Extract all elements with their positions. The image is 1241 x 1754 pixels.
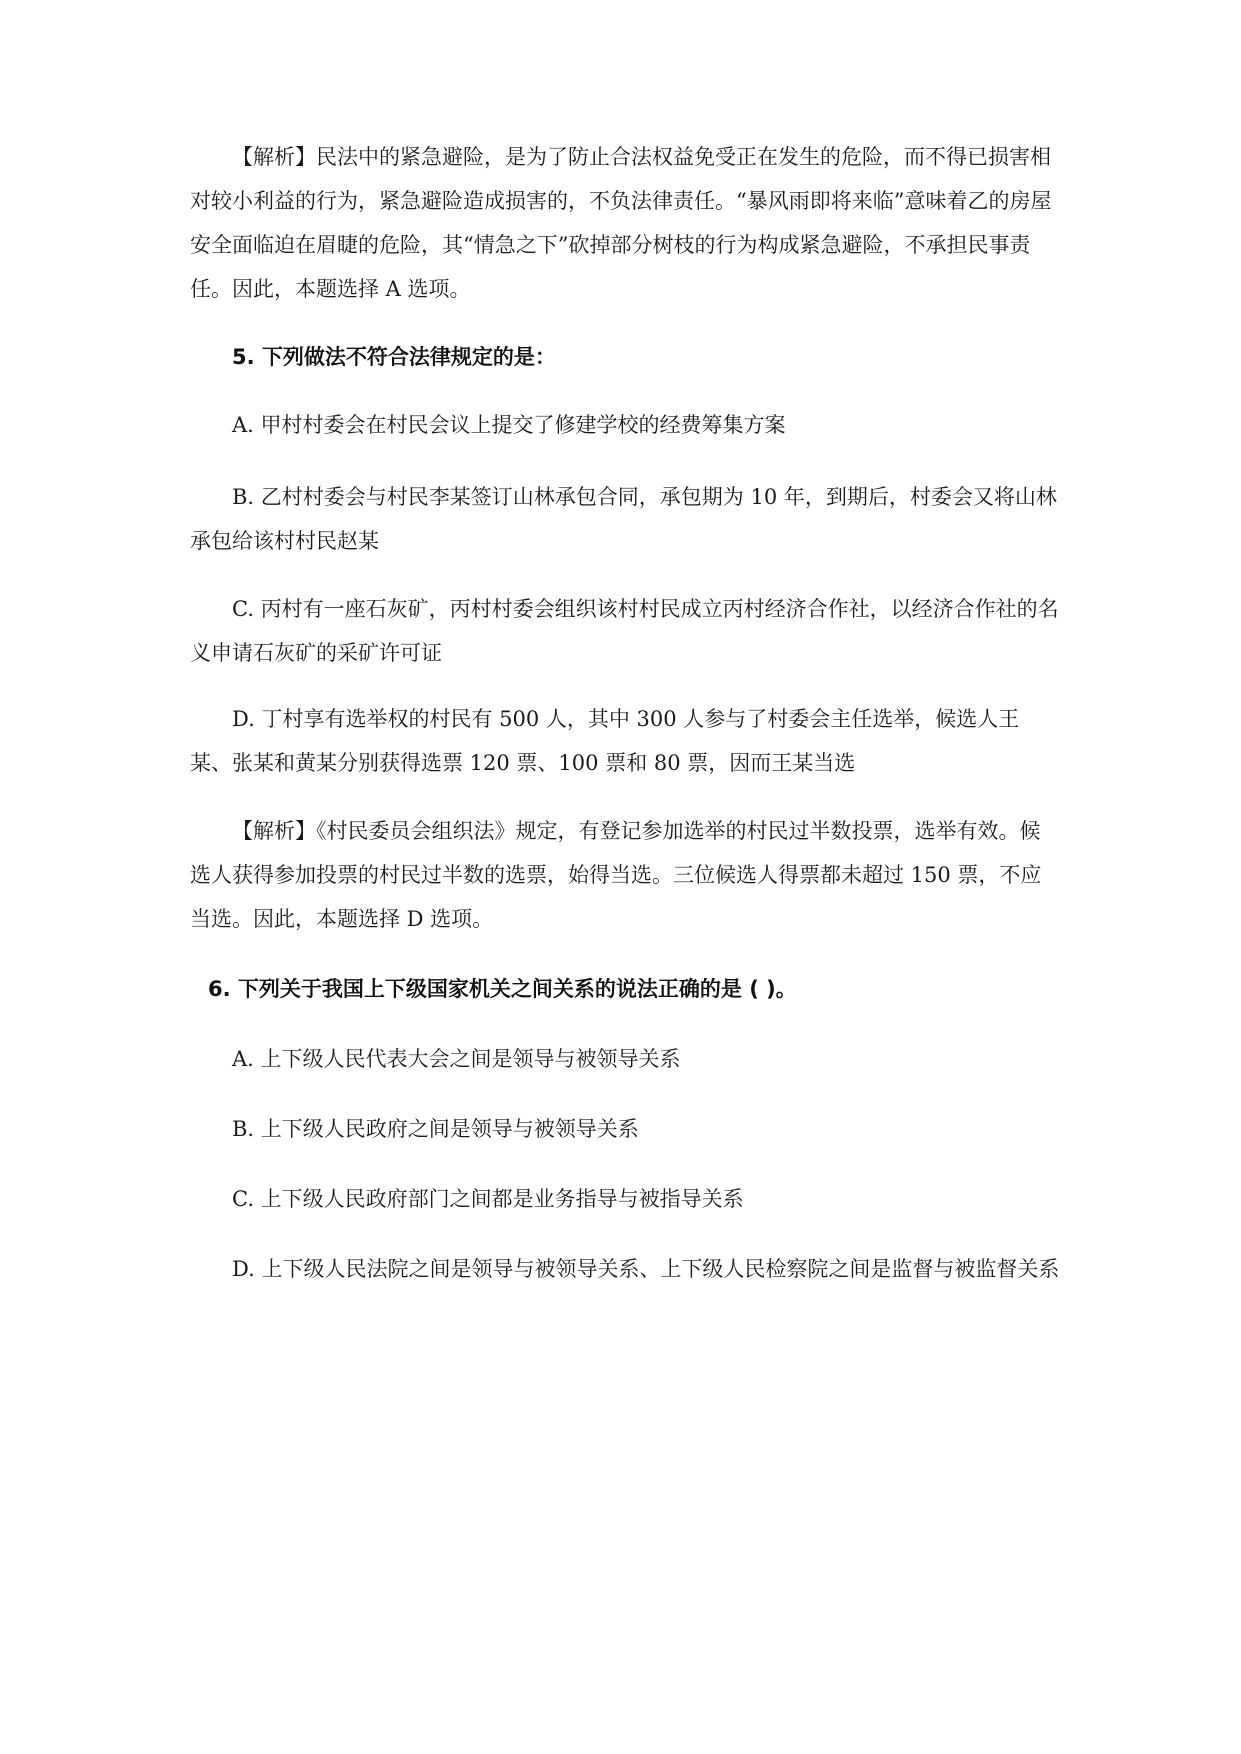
question-6-option-b: B. 上下级人民政府之间是领导与被领导关系 [232, 1117, 639, 1141]
question-5-option-b: B. 乙村村委会与村民李某签订山林承包合同，承包期为 10 年，到期后，村委会又将山林承包给该村村民赵某 [190, 485, 1057, 553]
question-5-analysis: 【解析】《村民委员会组织法》规定，有登记参加选举的村民过半数投票，选举有效。候选人获得参加投票的村民过半数的选票，始得当选。三位候选人得票都未超过 150 票，不应当选。因此，本题选择 D 选项。 [190, 819, 1042, 931]
question-5-option-c: C. 丙村有一座石灰矿，丙村村委会组织该村村民成立丙村经济合作社，以经济合作社的名义申请石灰矿的采矿许可证 [190, 597, 1059, 665]
question-6-option-d: D. 上下级人民法院之间是领导与被领导关系、上下级人民检察院之间是监督与被监督关系 [232, 1257, 1060, 1281]
analysis-paragraph: 【解析】民法中的紧急避险，是为了防止合法权益免受正在发生的危险，而不得已损害相对较小利益的行为，紧急避险造成损害的，不负法律责任。“暴风雨即将来临”意味着乙的房屋安全面临迫在眉睫的危险，其“情急之下”砍掉部分树枝的行为构成紧急避险，不承担民事责任。因此，本题选择 A 选项。 [190, 145, 1052, 301]
question-5-option-d: D. 丁村享有选举权的村民有 500 人，其中 300 人参与了村委会主任选举，候选人王某、张某和黄某分别获得选票 120 票、100 票和 80 票，因而王某当选 [190, 707, 1020, 775]
question-6-title: 6. 下列关于我国上下级国家机关之间关系的说法正确的是 ( )。 [208, 977, 797, 1001]
question-6-option-c: C. 上下级人民政府部门之间都是业务指导与被指导关系 [232, 1187, 744, 1211]
question-6-option-a: A. 上下级人民代表大会之间是领导与被领导关系 [232, 1047, 681, 1071]
question-5-title: 5. 下列做法不符合法律规定的是： [232, 345, 556, 369]
question-5-option-a: A. 甲村村委会在村民会议上提交了修建学校的经费筹集方案 [232, 413, 786, 437]
